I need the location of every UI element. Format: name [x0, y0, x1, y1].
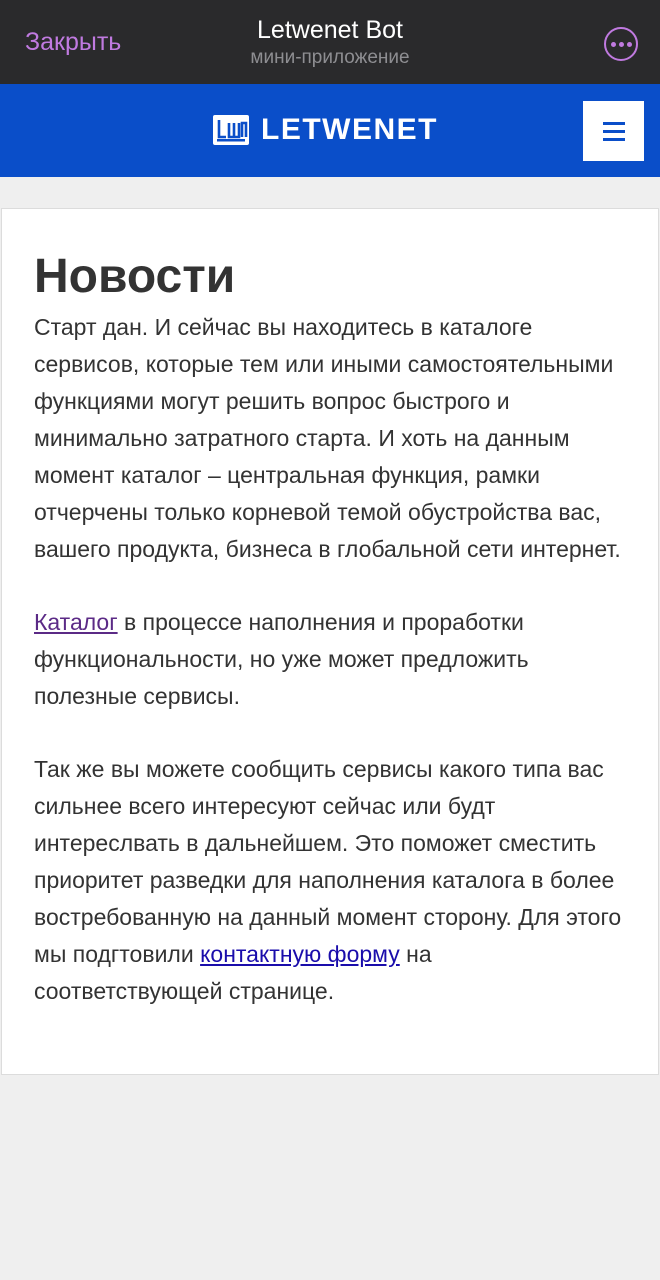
news-card [1, 208, 659, 1075]
site-logo[interactable] [213, 112, 438, 148]
catalog-paragraph [34, 604, 626, 715]
more-dots-icon[interactable] [604, 27, 638, 61]
letwenet-logo-icon [213, 115, 249, 145]
close-button[interactable]: Закрыть [25, 28, 122, 56]
bot-title: Letwenet Bot [257, 16, 403, 44]
catalog-paragraph-text: в процессе наполнения и проработки функциональности, но уже может предложить полезные сервисы. [34, 609, 529, 709]
page-title: Новости [34, 250, 236, 303]
contact-paragraph-tail: на соответствующей странице. [34, 941, 432, 1004]
logo-text: LETWENET [261, 113, 438, 146]
bot-subtitle: мини-приложение [250, 47, 410, 68]
hamburger-icon[interactable] [583, 101, 644, 161]
contact-paragraph [34, 751, 626, 1010]
contact-form-link[interactable]: контактную форму [200, 941, 400, 967]
telegram-header [0, 0, 660, 84]
contact-paragraph-text: Так же вы можете сообщить сервисы какого типа вас сильнее всего интересуют сейчас или будт интереслвать в дальнейшем. Это поможет сместить приоритет разведки для наполнения каталога в более востребованную на данный момент сторону. Для этого мы подгтовили [34, 756, 622, 967]
intro-paragraph: Старт дан. И сейчас вы находитесь в каталоге сервисов, которые тем или иными самостоятельными функциями могут решить вопрос быстрого и минимально затратного старта. И хоть на данным момент каталог – центральная функция, рамки отчерчены только корневой темой обустройства вас, вашего продукта, бизнеса в глобальной сети интернет. [34, 314, 621, 562]
site-header [0, 84, 660, 177]
catalog-link[interactable]: Каталог [34, 609, 118, 635]
